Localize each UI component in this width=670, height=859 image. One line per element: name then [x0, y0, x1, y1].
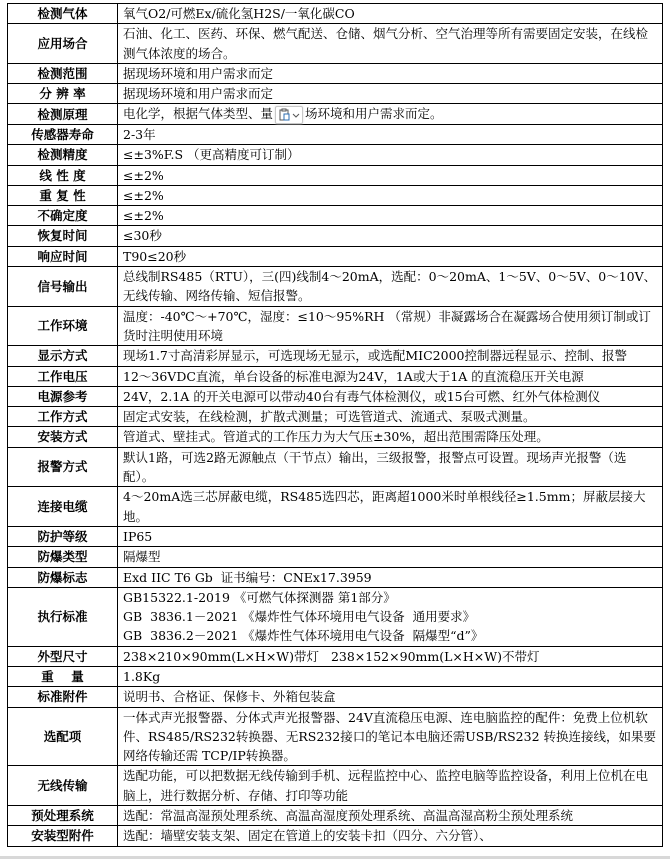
table-row — [8, 124, 663, 144]
spec-value[interactable]: 总线制RS485（RTU），三(四)线制4～20mA，选配：0～20mA、1～5V、0～5V、0～10V、无线传输、网络传输、短信报警。 — [118, 267, 663, 307]
spec-label: 选配项 — [8, 707, 118, 766]
spec-label: 显示方式 — [8, 346, 118, 366]
table-row — [8, 84, 663, 104]
spec-value[interactable]: ≤±2% — [118, 185, 663, 205]
spec-label: 不确定度 — [8, 206, 118, 226]
table-row — [8, 206, 663, 226]
spec-value[interactable]: 据现场环境和用户需求而定 — [118, 63, 663, 83]
spec-label: 标准附件 — [8, 687, 118, 707]
spec-label: 检测原理 — [8, 104, 118, 125]
spec-label: 应用场合 — [8, 24, 118, 64]
spec-label: 安装方式 — [8, 427, 118, 447]
spec-label: 预处理系统 — [8, 806, 118, 826]
table-row — [8, 766, 663, 806]
table-row — [8, 547, 663, 567]
spec-value[interactable]: 现场1.7寸高清彩屏显示，可选现场无显示，或选配MIC2000控制器远程显示、控制、报警 — [118, 346, 663, 366]
spec-label: 连接电缆 — [8, 487, 118, 527]
spec-value[interactable] — [118, 104, 663, 125]
spec-value[interactable]: 隔爆型 — [118, 547, 663, 567]
table-row — [8, 646, 663, 666]
spec-label: 传感器寿命 — [8, 124, 118, 144]
table-row — [8, 165, 663, 185]
spec-value[interactable]: IP65 — [118, 526, 663, 546]
table-row — [8, 246, 663, 266]
spec-label: 检测气体 — [8, 4, 118, 24]
table-row — [8, 447, 663, 487]
table-row — [8, 24, 663, 64]
table-row — [8, 386, 663, 406]
spec-value[interactable]: 固定式安装，在线检测，扩散式测量；可选管道式、流通式、泵吸式测量。 — [118, 407, 663, 427]
table-row — [8, 667, 663, 687]
spec-value[interactable]: T90≤20秒 — [118, 246, 663, 266]
table-row — [8, 145, 663, 165]
spec-value[interactable]: 选配功能，可以把数据无线传输到手机、远程监控中心、监控电脑等监控设备，利用上位机在电脑上，进行数据分析、存储、打印等功能 — [118, 766, 663, 806]
standard-line: GB 3836.2－2021 《爆炸性气体环境用电气设备 隔爆型“d”》 — [123, 628, 484, 644]
table-row — [8, 427, 663, 447]
spec-value[interactable]: 管道式、壁挂式。管道式的工作压力为大气压±30%，超出范围需降压处理。 — [118, 427, 663, 447]
spec-value[interactable]: ≤30秒 — [118, 226, 663, 246]
spec-value[interactable]: 4～20mA选三芯屏蔽电缆，RS485选四芯，距离超1000米时单根线径≥1.5mm；屏蔽层接大地。 — [118, 487, 663, 527]
spec-table — [7, 3, 663, 847]
spec-label: 执行标准 — [8, 587, 118, 646]
spec-label: 恢复时间 — [8, 226, 118, 246]
spec-label: 防爆类型 — [8, 547, 118, 567]
spec-label: 线 性 度 — [8, 165, 118, 185]
spec-value[interactable]: 氧气O2/可燃Ex/硫化氢H2S/一氧化碳CO — [118, 4, 663, 24]
spec-label: 检测精度 — [8, 145, 118, 165]
spec-label: 重 复 性 — [8, 185, 118, 205]
spec-value[interactable]: ≤±2% — [118, 206, 663, 226]
spec-label: 响应时间 — [8, 246, 118, 266]
spec-label: 工作环境 — [8, 306, 118, 346]
table-row — [8, 346, 663, 366]
chevron-down-icon — [292, 111, 300, 119]
standard-line: GB 3836.1－2021 《爆炸性气体环境用电气设备 通用要求》 — [123, 609, 476, 625]
spec-label: 防护等级 — [8, 526, 118, 546]
spec-value-text: 场环境和用户需求而定。 — [305, 106, 443, 122]
spec-label: 报警方式 — [8, 447, 118, 487]
spec-value[interactable]: 温度：-40℃～+70℃，湿度：≤10～95%RH （常规）非凝露场合在凝露场合使用须订制或订货时注明使用环境 — [118, 306, 663, 346]
table-row — [8, 826, 663, 846]
spec-value[interactable]: 默认1路，可选2路无源触点（干节点）输出，三级报警，报警点可设置。现场声光报警（选配）。 — [118, 447, 663, 487]
table-row — [8, 226, 663, 246]
table-row — [8, 104, 663, 125]
spec-label: 安装型附件 — [8, 826, 118, 846]
spec-value[interactable]: 12～36VDC直流，单台设备的标准电源为24V，1A或大于1A 的直流稳压开关电源 — [118, 366, 663, 386]
spec-label: 外型尺寸 — [8, 646, 118, 666]
spec-value[interactable]: ≤±3%F.S （更高精度可订制） — [118, 145, 663, 165]
spec-label: 电源参考 — [8, 386, 118, 406]
table-row — [8, 63, 663, 83]
spec-value[interactable]: 一体式声光报警器、分体式声光报警器、24V直流稳压电源、连电脑监控的配件：免费上位机软件、RS485/RS232转换器、无RS232接口的笔记本电脑还需USB/RS232 转换连接线，如果要网络传输还需 TCP/IP转换器。 — [118, 707, 663, 766]
table-row — [8, 526, 663, 546]
spec-value[interactable] — [118, 587, 663, 646]
spec-label: 工作方式 — [8, 407, 118, 427]
spec-value-text: 电化学，根据气体类型、量 — [123, 106, 274, 122]
spec-label: 分 辨 率 — [8, 84, 118, 104]
spec-label: 信号输出 — [8, 267, 118, 307]
standard-line: GB15322.1-2019 《可燃气体探测器 第1部分》 — [123, 589, 396, 605]
spec-label: 工作电压 — [8, 366, 118, 386]
table-row — [8, 306, 663, 346]
table-row — [8, 366, 663, 386]
spec-value[interactable]: Exd IIC T6 Gb 证书编号：CNEx17.3959 — [118, 567, 663, 587]
spec-label: 重 量 — [8, 667, 118, 687]
table-row — [8, 185, 663, 205]
table-row — [8, 567, 663, 587]
table-row — [8, 587, 663, 646]
table-row — [8, 407, 663, 427]
table-row — [8, 806, 663, 826]
spec-value[interactable]: 选配：常温高湿预处理系统、高温高湿度预处理系统、高温高湿高粉尘预处理系统 — [118, 806, 663, 826]
spec-value[interactable]: ≤±2% — [118, 165, 663, 185]
spec-value[interactable]: 1.8Kg — [118, 667, 663, 687]
spec-label: 无线传输 — [8, 766, 118, 806]
table-row — [8, 687, 663, 707]
spec-value[interactable]: 24V，2.1A 的开关电源可以带动40台有毒气体检测仪，或15台可燃、红外气体检测仪 — [118, 386, 663, 406]
spec-value[interactable]: 石油、化工、医药、环保、燃气配送、仓储、烟气分析、空气治理等所有需要固定安装，在线检测气体浓度的场合。 — [118, 24, 663, 64]
clipboard-icon — [278, 108, 292, 122]
spec-label: 防爆标志 — [8, 567, 118, 587]
spec-value[interactable]: 2-3年 — [118, 124, 663, 144]
spec-value[interactable]: 选配：墙壁安装支架、固定在管道上的安装卡扣（四分、六分管）、 — [118, 826, 663, 846]
table-row — [8, 267, 663, 307]
spec-value[interactable]: 说明书、合格证、保修卡、外箱包装盒 — [118, 687, 663, 707]
spec-value[interactable]: 238×210×90mm(L×H×W)带灯 238×152×90mm(L×H×W)不带灯 — [118, 646, 663, 666]
table-row — [8, 487, 663, 527]
spec-value[interactable]: 据现场环境和用户需求而定 — [118, 84, 663, 104]
table-row — [8, 4, 663, 24]
table-row — [8, 707, 663, 766]
spec-label: 检测范围 — [8, 63, 118, 83]
paste-options-button[interactable] — [275, 106, 303, 124]
